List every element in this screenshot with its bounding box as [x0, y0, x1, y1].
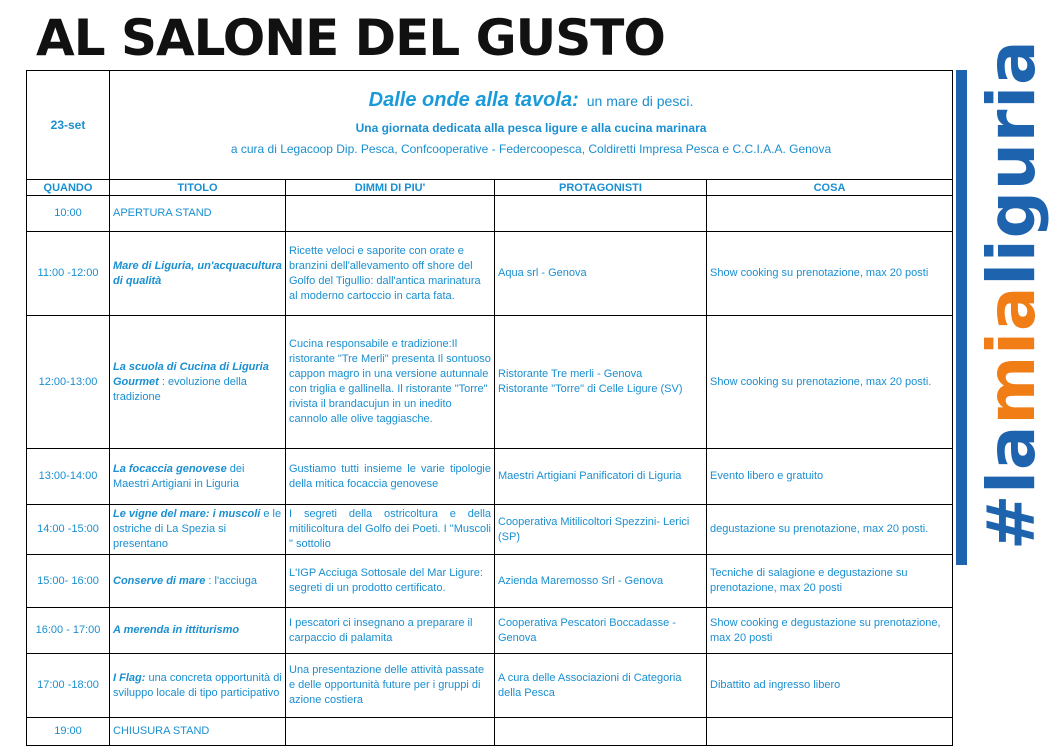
- row-title: APERTURA STAND: [110, 196, 286, 232]
- event-description: Una giornata dedicata alla pesca ligure e alla cucina marinara: [355, 121, 707, 135]
- row-details: Gustiamo tutti insieme le varie tipologie della mitica focaccia genovese: [286, 449, 495, 505]
- hashtag-banner: [948, 39, 1061, 550]
- row-title-bold: La scuola di Cucina di Liguria Gourmet: [113, 360, 269, 388]
- col-header-titolo: TITOLO: [110, 180, 286, 196]
- schedule-table: [26, 70, 953, 746]
- hashtag-prefix: #la: [973, 424, 1050, 550]
- hashtag-bar: [956, 70, 967, 565]
- protagonist-2: Ristorante "Torre" di Celle Ligure (SV): [498, 383, 683, 395]
- row-details: Ricette veloci e saporite con orate e branzini dell'allevamento off shore del Golfo del Tigullio: dall'antica marinatura al moderno cartoccio in carta fata.: [286, 232, 495, 316]
- row-title-bold: Le vigne del mare: i muscoli: [113, 508, 261, 520]
- row-time: 17:00 -18:00: [27, 654, 110, 718]
- row-what: Tecniche di salagione e degustazione su prenotazione, max 20 posti: [707, 555, 953, 608]
- row-protagonists: [495, 718, 707, 746]
- row-details: I pescatori ci insegnano a preparare il carpaccio di palamita: [286, 608, 495, 654]
- row-time: 15:00- 16:00: [27, 555, 110, 608]
- column-header-row: [27, 180, 953, 196]
- row-title-rest: e le ostriche di La Spezia si presentano: [113, 508, 282, 550]
- row-protagonists: A cura delle Associazioni di Categoria della Pesca: [495, 654, 707, 718]
- table-row: [27, 654, 953, 718]
- col-header-dimmi: DIMMI DI PIU': [286, 180, 495, 196]
- row-title: [110, 449, 286, 505]
- hashtag-text: [973, 39, 1050, 550]
- row-title-rest: una concreta opportunità di sviluppo locale di tipo participativo: [113, 671, 282, 699]
- row-title-bold: La focaccia genovese: [113, 462, 227, 475]
- row-details: Cucina responsabile e tradizione:Il ristorante "Tre Merli" presenta Il sontuoso cappon magro in una versione autunnale con triglia e gallinella. Il ristorante "Torre" rivista il brandacujun in un inedito cannolo alle olive taggiasche.: [286, 316, 495, 449]
- row-time: 13:00-14:00: [27, 449, 110, 505]
- hashtag-accent: mia: [973, 285, 1050, 425]
- row-title-rest: : evoluzione della tradizione: [113, 375, 247, 403]
- row-protagonists: Azienda Maremosso Srl - Genova: [495, 555, 707, 608]
- row-time: 16:00 - 17:00: [27, 608, 110, 654]
- row-title: [110, 505, 286, 555]
- row-protagonists: Cooperativa Mitilicoltori Spezzini- Lerici (SP): [495, 505, 707, 555]
- row-title: [110, 316, 286, 449]
- table-row: [27, 316, 953, 449]
- row-time: 14:00 -15:00: [27, 505, 110, 555]
- row-protagonists: Aqua srl - Genova: [495, 232, 707, 316]
- row-what: Show cooking su prenotazione, max 20 posti.: [707, 316, 953, 449]
- table-row: [27, 718, 953, 746]
- event-header-row: [27, 71, 953, 180]
- event-header: [110, 71, 953, 180]
- row-time: 19:00: [27, 718, 110, 746]
- table-row: [27, 555, 953, 608]
- table-row: [27, 196, 953, 232]
- row-what: Show cooking e degustazione su prenotazione, max 20 posti: [707, 608, 953, 654]
- row-what: [707, 718, 953, 746]
- row-details: [286, 718, 495, 746]
- row-protagonists: [495, 196, 707, 232]
- row-title-bold: I Flag:: [113, 671, 146, 684]
- row-what: Show cooking su prenotazione, max 20 posti: [707, 232, 953, 316]
- table-row: [27, 449, 953, 505]
- event-title: Dalle onde alla tavola:: [368, 89, 579, 111]
- page-title: AL SALONE DEL GUSTO: [36, 9, 665, 67]
- event-organizers: a cura di Legacoop Dip. Pesca, Confcooperative - Federcoopesca, Coldiretti Impresa Pesca e C.C.I.A.A. Genova: [230, 142, 832, 156]
- row-what: [707, 196, 953, 232]
- row-title-rest: dei Maestri Artigiani in Liguria: [113, 462, 245, 490]
- row-what: degustazione su prenotazione, max 20 posti.: [707, 505, 953, 555]
- row-title: Mare di Liguria, un'acquacultura di qualità: [110, 232, 286, 316]
- hashtag-suffix: liguria: [973, 39, 1050, 286]
- row-details: L'IGP Acciuga Sottosale del Mar Ligure: segreti di un prodotto certificato.: [286, 555, 495, 608]
- row-time: 12:00-13:00: [27, 316, 110, 449]
- row-protagonists: [495, 316, 707, 449]
- event-subtitle: un mare di pesci.: [586, 93, 694, 109]
- table-row: [27, 505, 953, 555]
- row-what: Dibattito ad ingresso libero: [707, 654, 953, 718]
- protagonist-1: Ristorante Tre merli - Genova: [498, 368, 643, 380]
- row-details: [286, 196, 495, 232]
- event-date: 23-set: [27, 71, 110, 180]
- row-time: 10:00: [27, 196, 110, 232]
- row-protagonists: Cooperativa Pescatori Boccadasse - Genova: [495, 608, 707, 654]
- row-details: Una presentazione delle attività passate e delle opportunità future per i gruppi di azione costiera: [286, 654, 495, 718]
- table-row: [27, 232, 953, 316]
- col-header-quando: QUANDO: [27, 180, 110, 196]
- row-time: 11:00 -12:00: [27, 232, 110, 316]
- row-title: A merenda in ittiturismo: [110, 608, 286, 654]
- row-protagonists: Maestri Artigiani Panificatori di Liguria: [495, 449, 707, 505]
- row-title-bold: Conserve di mare: [113, 574, 206, 587]
- row-what: Evento libero e gratuito: [707, 449, 953, 505]
- col-header-protagonisti: PROTAGONISTI: [495, 180, 707, 196]
- row-title: [110, 654, 286, 718]
- table-row: [27, 608, 953, 654]
- row-title: CHIUSURA STAND: [110, 718, 286, 746]
- row-title: [110, 555, 286, 608]
- row-title-rest: : l'acciuga: [205, 574, 257, 587]
- row-details: I segreti della ostricoltura e della mitilicoltura del Golfo dei Poeti. I "Muscoli " sottolio: [286, 505, 495, 555]
- col-header-cosa: COSA: [707, 180, 953, 196]
